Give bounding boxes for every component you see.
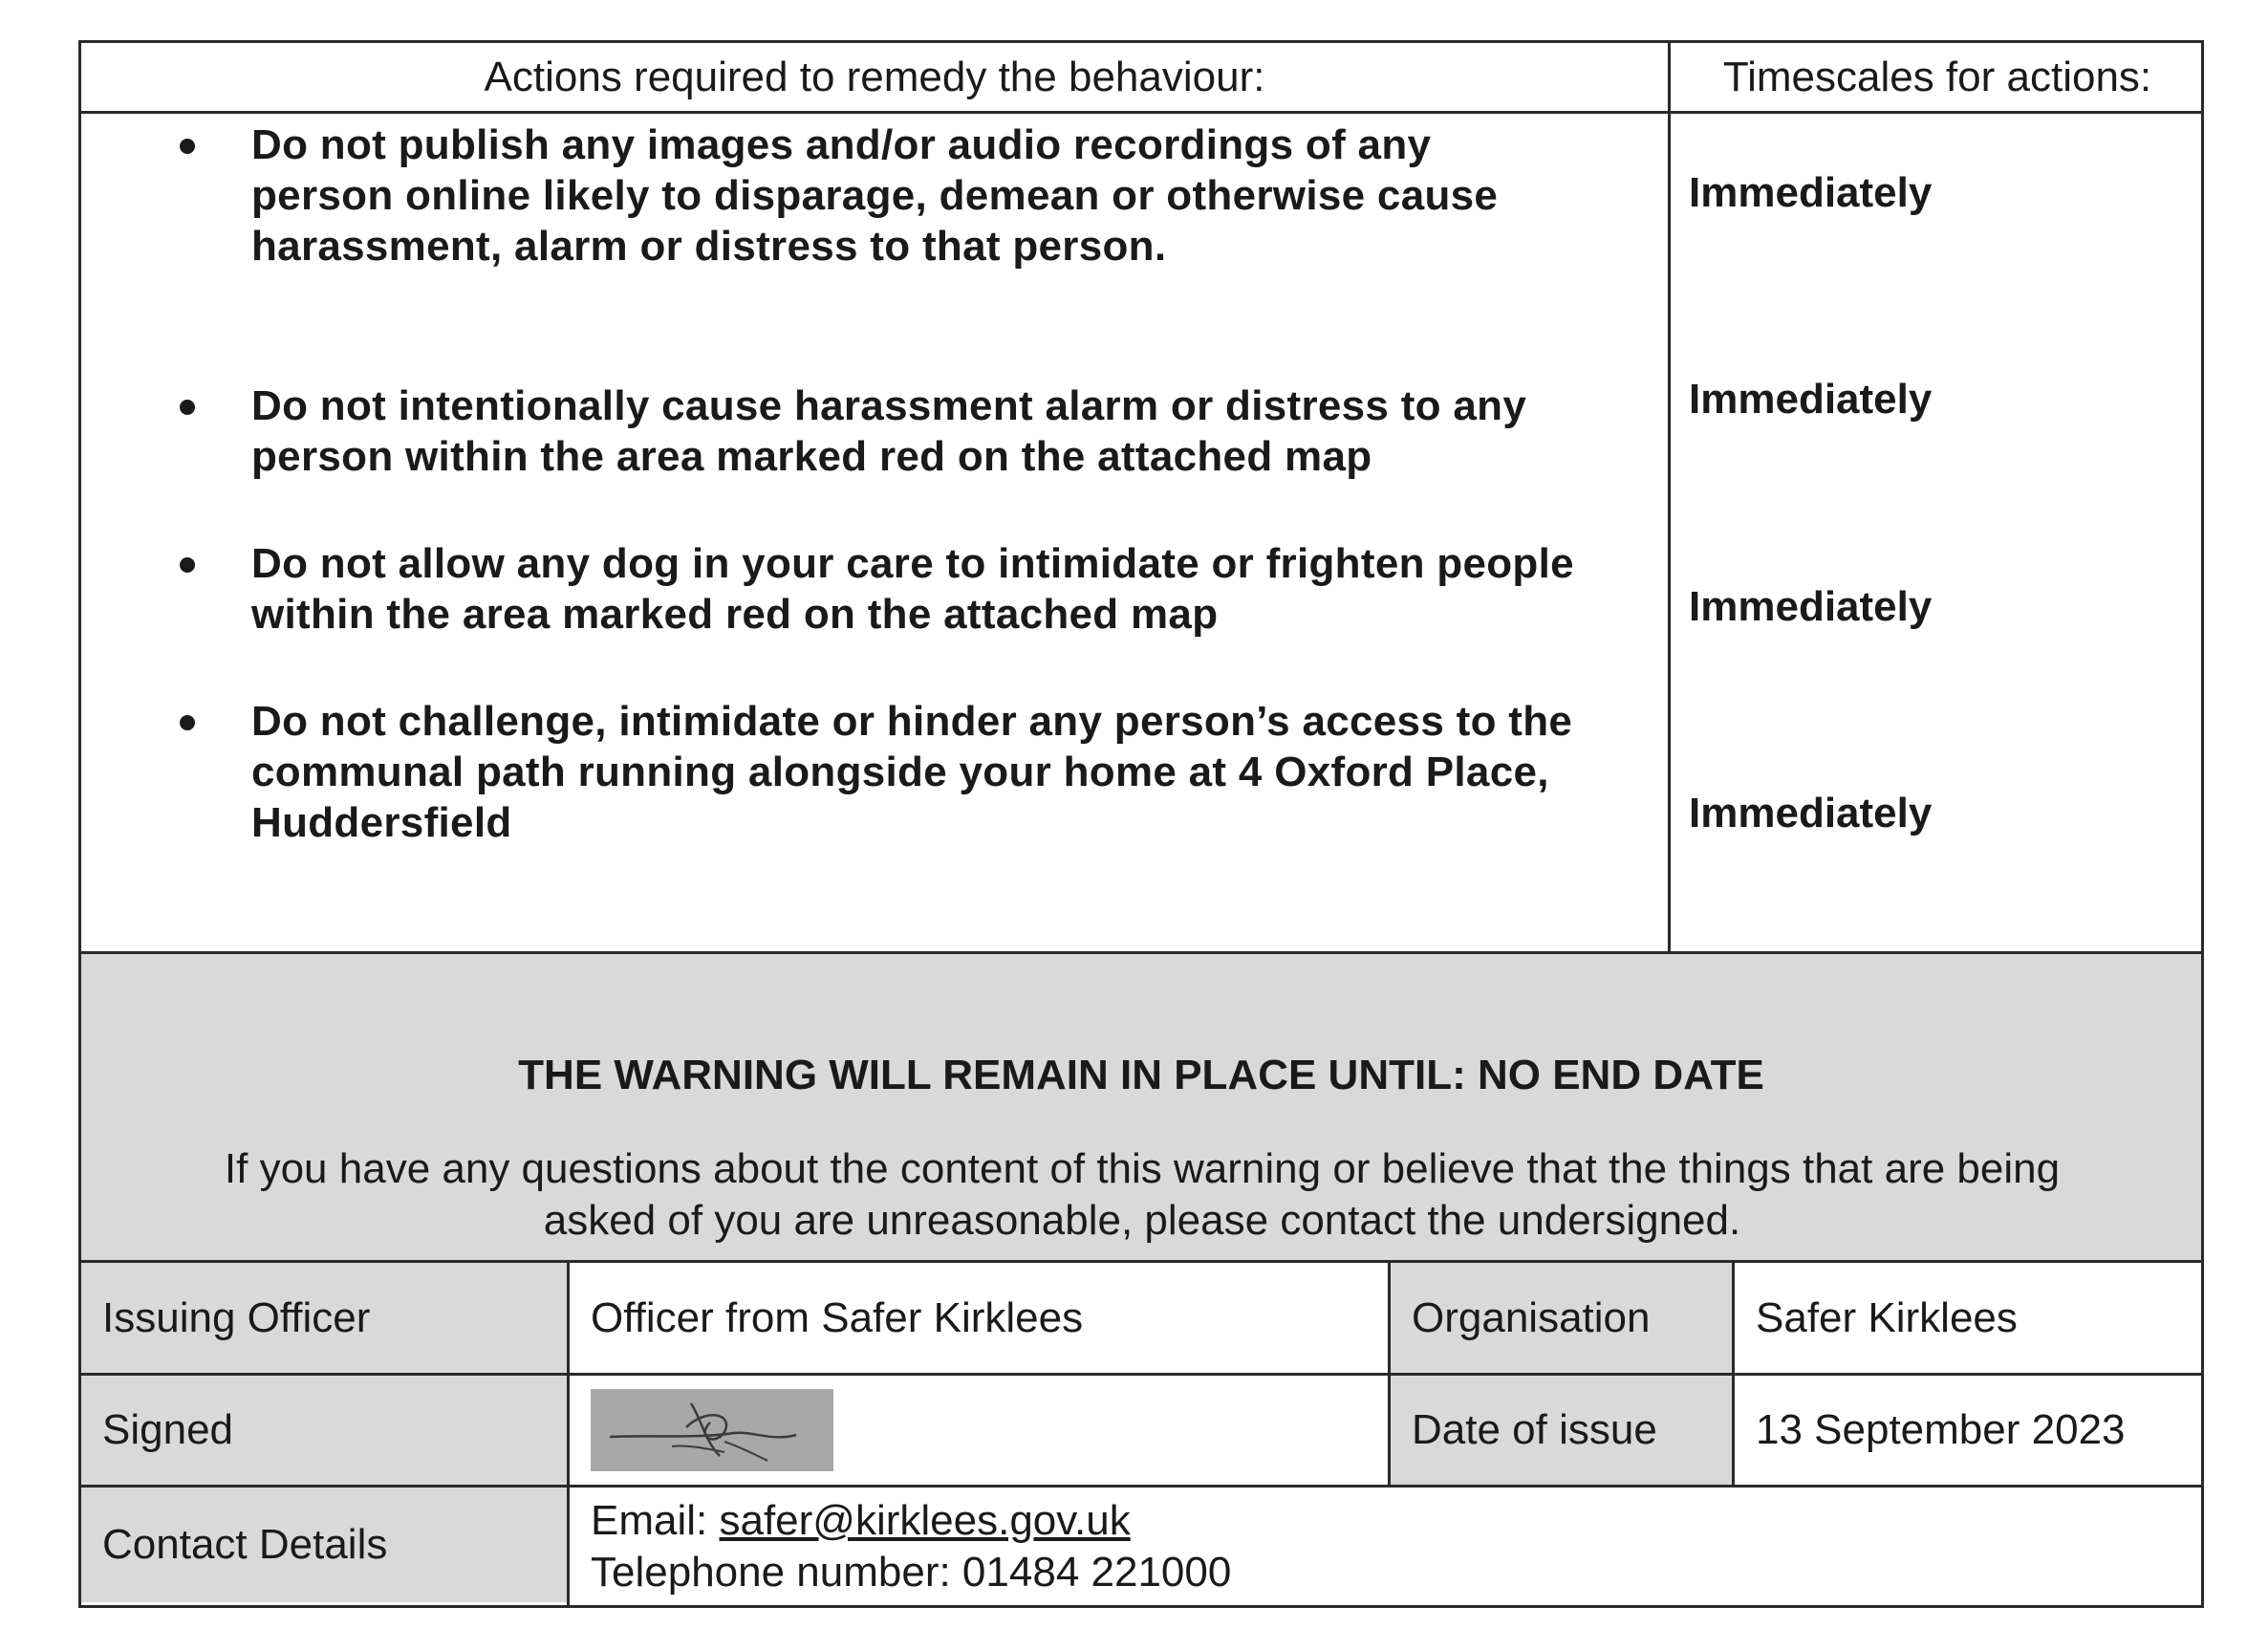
warning-banner (81, 954, 2201, 1263)
date-label-cell (1391, 1376, 1732, 1485)
column-divider (1388, 1263, 1391, 1488)
email-line (591, 1495, 1231, 1547)
action-line: communal path running alongside your home at 4 Oxford Place, (251, 749, 1549, 795)
date-of-issue-label: Date of issue (1412, 1406, 1657, 1453)
actions-table (81, 43, 2201, 954)
warning-body (139, 1143, 2146, 1247)
action-line: Do not challenge, intimidate or hinder any person’s access to the (251, 698, 1573, 745)
issuing-officer-label-cell (81, 1263, 567, 1373)
signature-cell (570, 1376, 1388, 1485)
action-line: person online likely to disparage, demean or otherwise cause (251, 172, 1499, 219)
bullet-icon (180, 139, 195, 154)
warning-notice-document (78, 40, 2204, 1608)
action-line: Huddersfield (251, 799, 512, 846)
organisation-label: Organisation (1412, 1293, 1651, 1341)
telephone-line: Telephone number: 01484 221000 (591, 1549, 1232, 1596)
column-divider (1668, 43, 1671, 951)
organisation-value-cell (1735, 1263, 2201, 1373)
date-of-issue-value: 13 September 2023 (1756, 1406, 2126, 1453)
contact-lines (591, 1495, 1231, 1598)
timescale-value: Immediately (1689, 169, 1933, 216)
organisation-value: Safer Kirklees (1756, 1293, 2018, 1341)
action-line: Do not intentionally cause harassment alarm or distress to any (251, 382, 1527, 429)
row-divider (81, 1373, 2201, 1376)
warning-body-line: If you have any questions about the content of this warning or believe that the things that are being (224, 1145, 2061, 1192)
timescale-value: Immediately (1689, 583, 1933, 630)
issuing-officer-value-cell (570, 1263, 1388, 1373)
bullet-icon (180, 400, 195, 415)
action-line: Do not allow any dog in your care to intimidate or frighten people (251, 540, 1574, 587)
contact-details-label: Contact Details (102, 1521, 388, 1568)
issuing-officer-label: Issuing Officer (102, 1293, 371, 1341)
signature-scribble (591, 1389, 833, 1471)
action-line: within the area marked red on the attached map (251, 591, 1219, 638)
column-divider (567, 1263, 570, 1605)
contact-value-cell (570, 1488, 2201, 1602)
action-text (251, 380, 1647, 482)
bullet-icon (180, 557, 195, 573)
action-text (251, 119, 1647, 272)
column-divider (1732, 1263, 1735, 1488)
timescale-value: Immediately (1689, 790, 1933, 836)
signed-label: Signed (102, 1406, 234, 1453)
row-divider (81, 1485, 2201, 1488)
action-line: Do not publish any images and/or audio recordings of any (251, 121, 1432, 168)
action-line: harassment, alarm or distress to that person. (251, 223, 1167, 270)
date-value-cell (1735, 1376, 2201, 1485)
action-line: person within the area marked red on the attached map (251, 433, 1372, 480)
email-link[interactable]: safer@kirklees.gov.uk (719, 1497, 1131, 1544)
actions-table-header (81, 43, 2201, 114)
warning-body-line: asked of you are unreasonable, please contact the undersigned. (543, 1197, 1741, 1244)
warning-title: THE WARNING WILL REMAIN IN PLACE UNTIL: NO END DATE (518, 1052, 1764, 1098)
signed-label-cell (81, 1376, 567, 1485)
organisation-label-cell (1391, 1263, 1732, 1373)
bullet-icon (180, 715, 195, 730)
issuing-officer-value: Officer from Safer Kirklees (591, 1293, 1084, 1341)
action-text (251, 696, 1647, 848)
contact-label-cell (81, 1488, 567, 1602)
email-label: Email: (591, 1497, 720, 1544)
action-text (251, 538, 1647, 640)
details-table (81, 1263, 2201, 1605)
actions-header: Actions required to remedy the behaviour: (484, 53, 1265, 100)
timescales-header: Timescales for actions: (1722, 53, 2152, 100)
timescale-value: Immediately (1689, 376, 1933, 423)
signature-image (591, 1389, 833, 1471)
